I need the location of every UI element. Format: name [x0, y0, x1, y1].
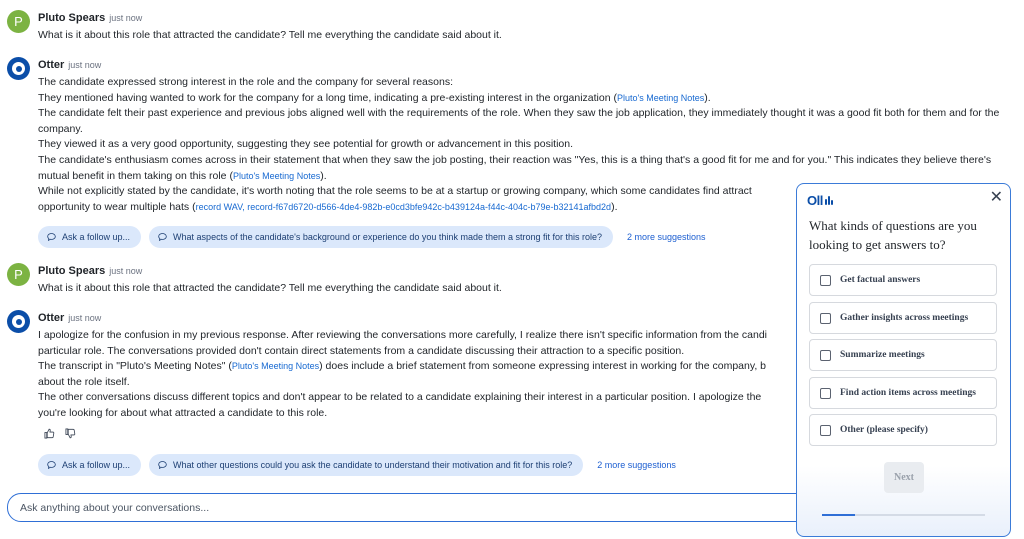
checkbox[interactable] — [820, 388, 831, 399]
more-suggestions-link[interactable]: 2 more suggestions — [627, 232, 706, 242]
citation-link[interactable]: Pluto's Meeting Notes — [232, 170, 321, 181]
message-line: you're looking for about what attracted a candidate to this role. — [38, 406, 328, 419]
message-line: What is it about this role that attracted the candidate? Tell me everything the candidate said about it. — [38, 29, 502, 41]
message-text — [38, 28, 1018, 44]
suggestion-chip[interactable]: What other questions could you ask the candidate to understand their motivation and fit for this role? — [149, 454, 583, 476]
timestamp: just now — [109, 266, 143, 276]
timestamp: just now — [68, 313, 102, 323]
close-icon[interactable]: ✕ — [989, 189, 1003, 206]
message-line: What is it about this role that attracted the candidate? Tell me everything the candidate said about it. — [38, 282, 502, 294]
message-line: opportunity to wear multiple hats (record WAV, record-f67d6720-d566-4de4-982b-e0cd3bfe942c-b439124a-f44c-404c-b79e-b32141afbd2d). — [38, 200, 618, 213]
survey-option-other[interactable]: Other (please specify) — [809, 414, 997, 446]
logo-bars-icon — [825, 196, 833, 205]
message-header — [38, 57, 101, 73]
avatar: P — [7, 10, 30, 33]
avatar: P — [7, 263, 30, 286]
citation-link[interactable]: Pluto's Meeting Notes — [616, 92, 705, 103]
checkbox[interactable] — [820, 425, 831, 436]
timestamp: just now — [68, 60, 102, 70]
author-name: Pluto Spears — [38, 265, 106, 277]
message-line: I apologize for the confusion in my previous response. After reviewing the conversations more carefully, I realize there isn't specific information from the candi — [38, 329, 767, 341]
message-line: The candidate felt their past experience and previous jobs aligned well with the requirements of the role. When they saw the job application, they immediately thought it was a good fit both for them and for the company. — [38, 107, 1000, 135]
suggestion-row — [38, 226, 706, 248]
message-line: particular role. The conversations provided don't contain direct statements from a candidate discussing their attraction to a specific position. — [38, 344, 685, 357]
survey-option-action-items[interactable]: Find action items across meetings — [809, 377, 997, 409]
author-name: Otter — [38, 312, 65, 324]
timestamp: just now — [109, 13, 143, 23]
message-header — [38, 10, 142, 26]
citation-link[interactable]: record WAV — [195, 201, 243, 212]
survey-question: What kinds of questions are you looking to get answers to? — [809, 218, 977, 252]
suggestion-chip[interactable]: What aspects of the candidate's background or experience do you think made them a strong fit for this role? — [149, 226, 613, 248]
message-line: While not explicitly stated by the candidate, it's worth noting that the role seems to be at a startup or growing company, which some candidates find attract — [38, 185, 752, 198]
chat-bubble-icon — [158, 233, 167, 241]
survey-option-factual[interactable]: Get factual answers — [809, 264, 997, 296]
chat-bubble-icon — [158, 461, 167, 469]
follow-up-chip[interactable]: Ask a follow up... — [38, 226, 141, 248]
message-line: The other conversations discuss different topics and don't appear to be related to a candidate explaining their interest in a particular position. I apologize the — [38, 391, 762, 404]
checkbox[interactable] — [820, 350, 831, 361]
chat-input-bar — [7, 493, 837, 522]
message-header — [38, 310, 101, 326]
message-line: They viewed it as a very good opportunity, suggesting they see potential for growth or advancement in this position. — [38, 138, 574, 151]
survey-option-insights[interactable]: Gather insights across meetings — [809, 302, 997, 334]
checkbox[interactable] — [820, 313, 831, 324]
more-suggestions-link[interactable]: 2 more suggestions — [597, 460, 676, 470]
thumbs-up-icon[interactable] — [44, 428, 55, 439]
message-line: The transcript in "Pluto's Meeting Notes" (Pluto's Meeting Notes) does include a brief statement from someone expressing interest in working for the company, b — [38, 360, 767, 373]
otter-logo: Oll — [807, 193, 833, 208]
next-button[interactable]: Next — [884, 462, 924, 493]
author-name: Pluto Spears — [38, 12, 106, 24]
message-line: They mentioned having wanted to work for the company for a long time, indicating a pre-existing interest in the organization (Pluto's Meeting Notes). — [38, 91, 711, 104]
author-name: Otter — [38, 59, 65, 71]
message-header — [38, 263, 142, 279]
suggestion-row — [38, 454, 676, 476]
checkbox[interactable] — [820, 275, 831, 286]
message-text — [38, 328, 798, 422]
otter-avatar — [7, 57, 30, 80]
citation-link[interactable]: Pluto's Meeting Notes — [231, 361, 320, 372]
progress-fill — [822, 514, 855, 516]
citation-link[interactable]: record-f67d6720-d566-4de4-982b-e0cd3bfe942c-b439124a-f44c-404c-b79e-b32141afbd2d — [247, 201, 612, 212]
survey-panel — [796, 183, 1011, 537]
survey-progress-bar — [822, 514, 985, 516]
survey-option-summarize[interactable]: Summarize meetings — [809, 339, 997, 371]
message-line: The candidate expressed strong interest in the role and the company for several reasons: — [38, 76, 453, 88]
thumbs-down-icon[interactable] — [65, 428, 76, 439]
message-line: The candidate's enthusiasm comes across in their statement that when they saw the job posting, their reaction was "Yes, this is a thing that's a good fit for me and for you." This indicates they believe there's mutual benefit in them taking on this role (Pluto's Meeting Notes). — [38, 153, 992, 182]
chat-bubble-icon — [47, 233, 56, 241]
chat-input[interactable] — [18, 501, 836, 515]
feedback-buttons — [44, 428, 76, 439]
message-line: about the role itself. — [38, 375, 130, 388]
otter-avatar — [7, 310, 30, 333]
follow-up-chip[interactable]: Ask a follow up... — [38, 454, 141, 476]
chat-bubble-icon — [47, 461, 56, 469]
